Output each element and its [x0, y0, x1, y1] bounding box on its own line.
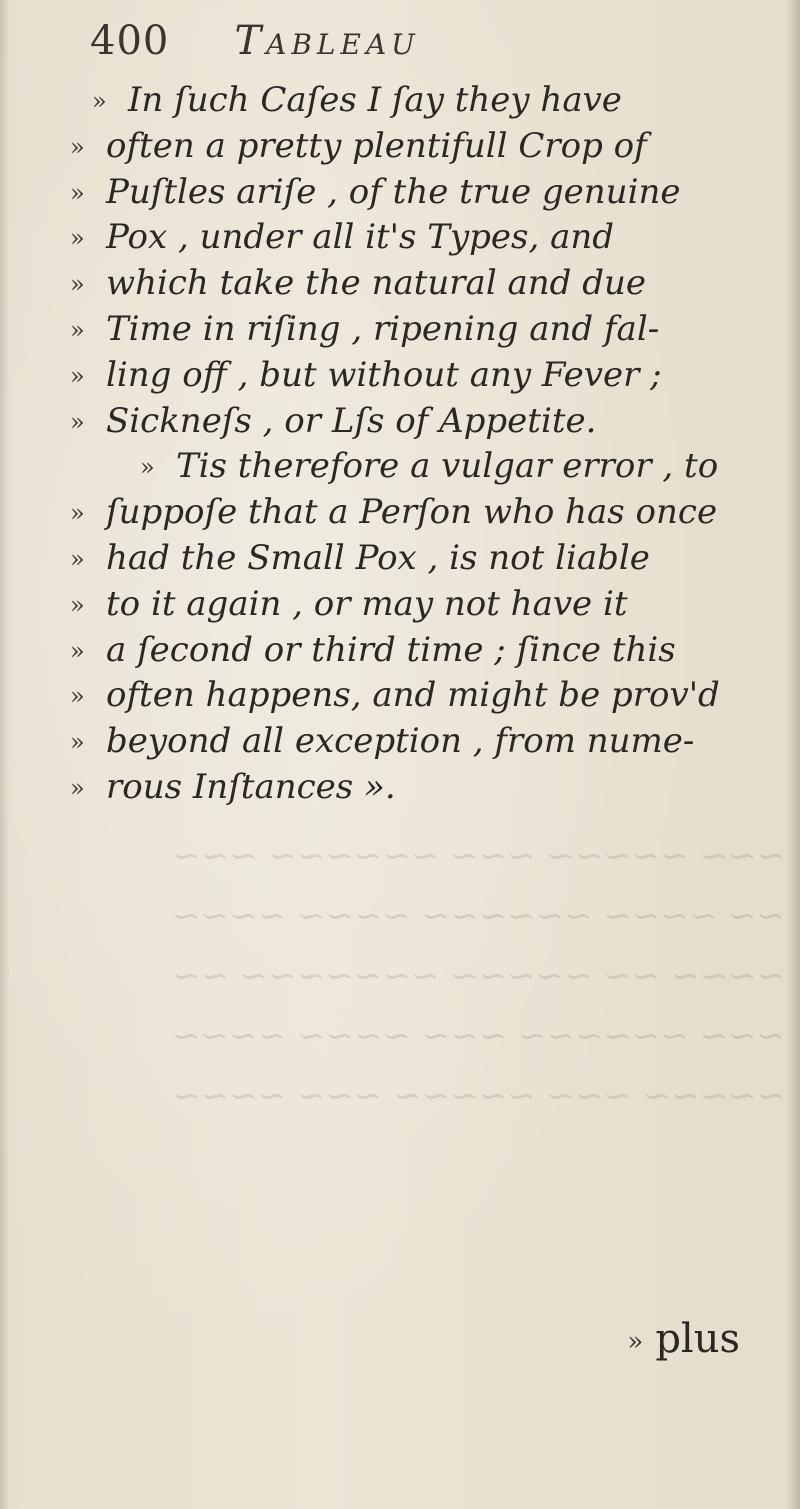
page-number: 400 — [90, 18, 170, 64]
quotation-mark: » — [70, 636, 85, 665]
quotation-mark: » — [70, 224, 85, 253]
text-line — [70, 261, 770, 307]
text-line — [70, 215, 770, 261]
line-text: Tis therefore a vulgar error , to — [176, 446, 719, 487]
show-through-texture: ~~~ ~~~~~ ~~~ ~~~~~~ ~~~ ~~ ~~~~ ~~~~~~ ~~~~ ~~~~ ~~~~ ~~ ~~~~~ ~~~~~~~ ~~ ~~~ ~~~~~~ ~~~ ~~~~ ~~~~ ~~~~~ ~~~ ~~~~~ ~~~ ~~~~ — [172, 836, 785, 1116]
quotation-mark: » — [70, 132, 85, 161]
line-text: beyond all exception , from nume- — [106, 721, 695, 762]
quotation-mark: » — [70, 544, 85, 573]
line-text: which take the natural and due — [106, 263, 647, 304]
line-text: rous Inſtances ». — [106, 766, 396, 807]
text-line — [70, 307, 770, 353]
body-text — [70, 78, 770, 811]
line-text: to it again , or may not have it — [106, 583, 628, 624]
quotation-mark: » — [627, 1327, 644, 1357]
line-text: ling off , but without any Fever ; — [106, 354, 662, 395]
quotation-mark: » — [70, 361, 85, 390]
text-line — [70, 536, 770, 582]
text-line — [70, 765, 770, 811]
quotation-mark: » — [70, 499, 85, 528]
line-text: often a pretty plentifull Crop of — [106, 125, 647, 166]
text-line — [70, 490, 770, 536]
line-text: ſuppoſe that a Perſon who has once — [106, 492, 718, 533]
line-text: often happens, and might be prov'd — [106, 675, 720, 716]
text-line — [70, 399, 770, 445]
quotation-mark: » — [140, 453, 155, 482]
page-right-edge-shadow — [786, 0, 800, 1509]
text-line — [70, 673, 770, 719]
quotation-mark: » — [70, 728, 85, 757]
text-line — [70, 582, 770, 628]
line-text: Sickneſs , or Lſs of Appetite. — [106, 400, 597, 441]
line-text: Puſtles ariſe , of the true genuine — [106, 171, 681, 212]
quotation-mark: » — [70, 315, 85, 344]
catchword-text: plus — [655, 1316, 740, 1362]
quotation-mark: » — [70, 270, 85, 299]
quotation-mark: » — [70, 178, 85, 207]
quotation-mark: » — [70, 590, 85, 619]
quotation-mark: » — [92, 87, 107, 115]
line-text: In ſuch Caſes I ſay they have — [128, 80, 622, 120]
quotation-mark: » — [70, 773, 85, 802]
line-text: Pox , under all it's Types, and — [106, 217, 615, 258]
quotation-mark: » — [70, 682, 85, 711]
line-text: Time in riſing , ripening and fal- — [106, 308, 660, 349]
text-line — [70, 170, 770, 216]
text-line — [92, 78, 770, 124]
line-text: a ſecond or third time ; ſince this — [106, 629, 676, 670]
text-line — [70, 628, 770, 674]
running-head: Tableau — [234, 18, 420, 64]
text-line — [70, 444, 770, 490]
text-line — [70, 719, 770, 765]
page-header — [90, 18, 420, 64]
text-line — [70, 353, 770, 399]
quotation-mark: » — [70, 407, 85, 436]
catchword — [627, 1316, 740, 1362]
text-line — [70, 124, 770, 170]
line-text: had the Small Pox , is not liable — [106, 537, 650, 578]
page-left-edge-shadow — [0, 0, 10, 1509]
